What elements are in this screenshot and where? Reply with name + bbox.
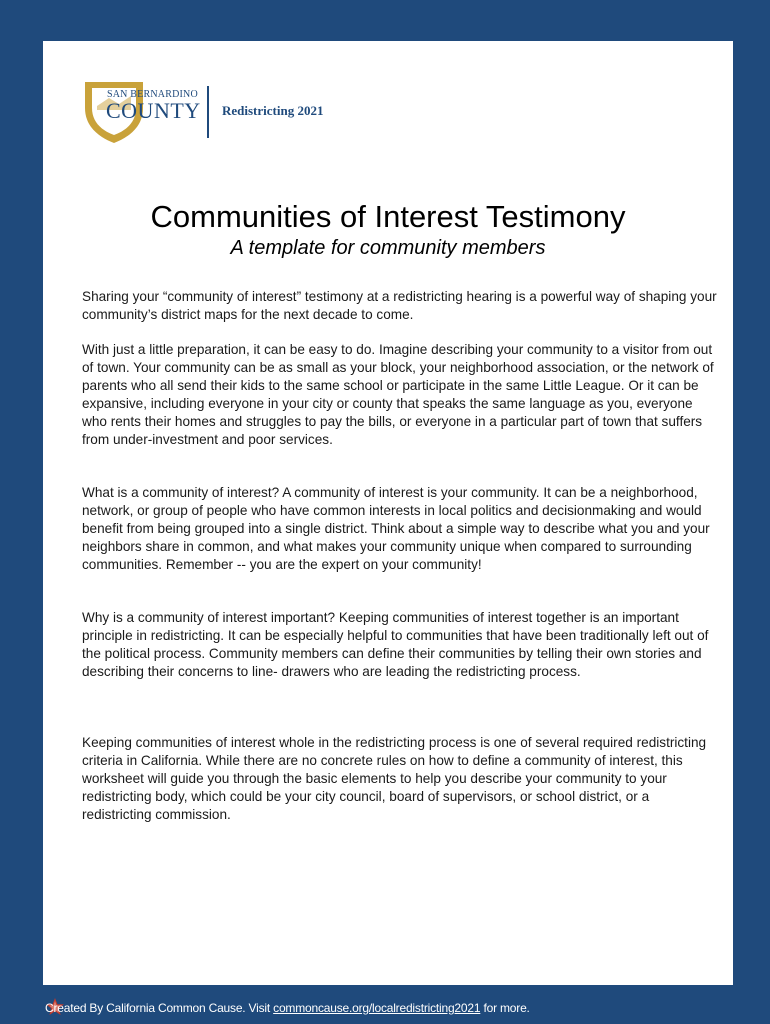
county-name-small: SAN BERNARDINO: [107, 89, 198, 100]
footer-link[interactable]: commoncause.org/localredistricting2021: [273, 1001, 481, 1015]
county-name-large: COUNTY: [106, 98, 201, 123]
paragraph-intro: Sharing your “community of interest” testimony at a redistricting hearing is a powerful way of shaping your community’s district maps for the next decade to come.: [82, 289, 717, 322]
footer-suffix: for more.: [480, 1001, 530, 1015]
paragraph-criteria: Keeping communities of interest whole in the redistricting process is one of several required redistricting criteria in California. While there are no concrete rules on how to define a community of interest, this worksheet will guide you through the basic elements to help you describe your community to your redistricting body, which could be your city council, board of supervisors, or school district, or a redistricting commission.: [82, 735, 707, 822]
county-logo: [79, 78, 339, 148]
footer-prefix: Created By California Common Cause. Visit: [45, 1001, 274, 1015]
footer-credit: [45, 1001, 530, 1015]
paragraph-what-is: What is a community of interest? A community of interest is your community. It can be a neighborhood, network, or group of people who have common interests in local politics and decisionmaking and would benefit from being grouped into a single district. Think about a simple way to describe what you and your neighbors share in common, and what makes your community unique when compared to surrounding communities. Remember -- you are the expert on your community!: [82, 485, 710, 572]
page-title: Communities of Interest Testimony: [150, 199, 626, 234]
logo-divider: [207, 86, 209, 138]
page-subtitle: A template for community members: [230, 237, 546, 259]
paragraph-preparation: With just a little preparation, it can be easy to do. Imagine describing your community to a visitor from out of town. Your community can be as small as your block, your neighborhood association, or the network of parents who all send their kids to the same school or participate in the same Little League. Or it can be expansive, including everyone in your city or county that speaks the same language as you, everyone who rents their homes and struggles to pay the bills, or everyone in a particular part of town that suffers from under-investment and poor services.: [82, 342, 714, 447]
document-page: [43, 41, 733, 985]
program-name: Redistricting 2021: [222, 103, 324, 118]
paragraph-why-important: Why is a community of interest important? Keeping communities of interest together is an important principle in redistricting. It can be especially helpful to communities that have been traditionally left out of the political process. Community members can define their communities by telling their own stories and describing their concerns to line- drawers who are leading the redistricting process.: [82, 610, 709, 679]
